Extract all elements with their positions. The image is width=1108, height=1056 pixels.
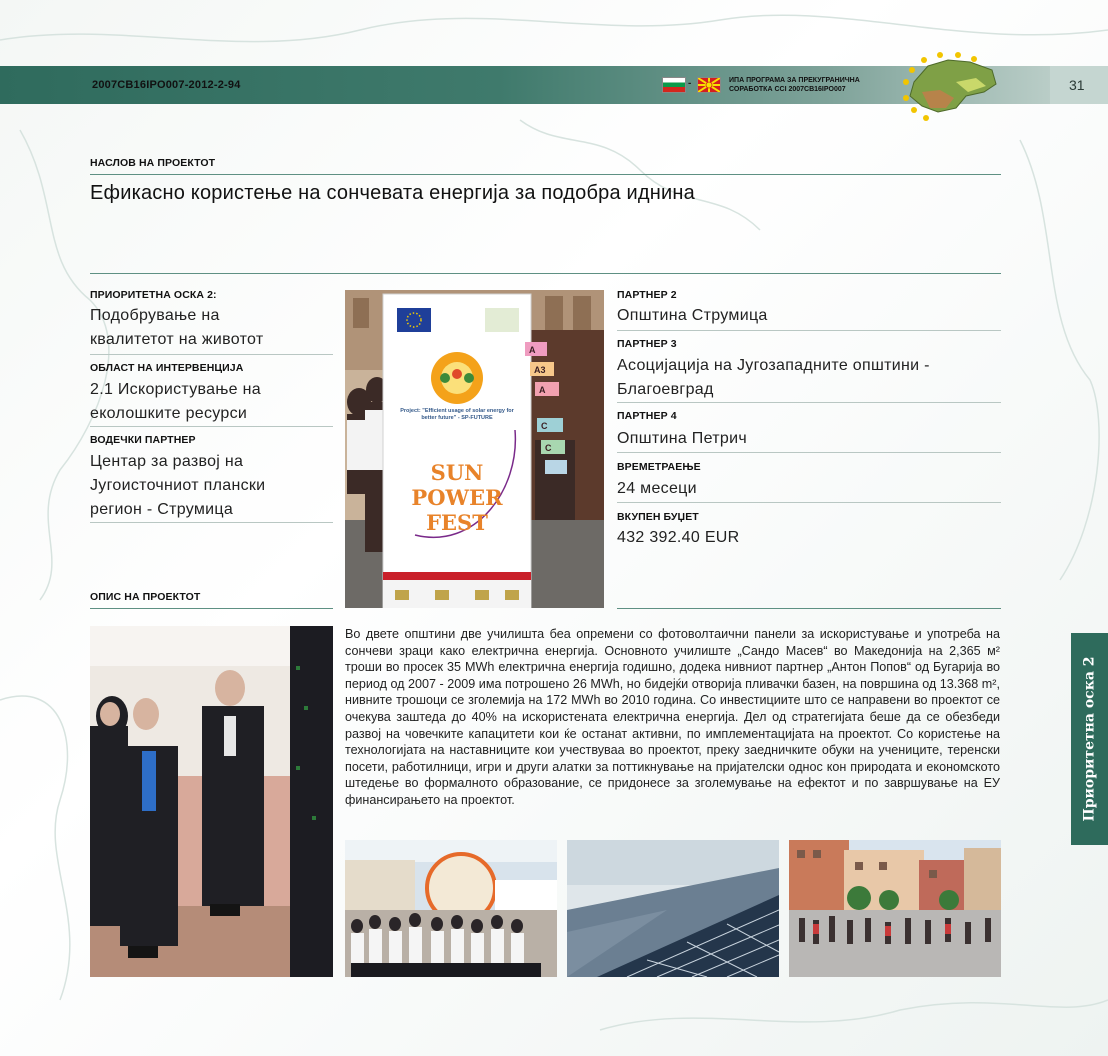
lead-partner-line-1: Центар за развој на xyxy=(90,453,244,470)
title-rule xyxy=(90,174,1001,175)
banner-line-1: SUN xyxy=(430,460,484,485)
flag-separator: - xyxy=(688,78,692,89)
sun-power-fest-banner-photo xyxy=(345,290,604,608)
partner-4-label: ПАРТНЕР 4 xyxy=(617,410,677,422)
card-label: C xyxy=(545,443,552,453)
divider xyxy=(90,522,333,523)
lead-partner-line-2: Југоисточниот плански xyxy=(90,477,266,494)
section-rule xyxy=(90,273,1001,274)
divider xyxy=(617,330,1001,331)
lead-partner-label: ВОДЕЧКИ ПАРТНЕР xyxy=(90,434,196,446)
program-map-emblem-icon xyxy=(896,52,1002,122)
description-text: Во двете општини две училишта беа опремени со фотоволтаични панели за искористување и употреба на сончеви зраци како електрична енергија. Основното училиште „Сандо Масев“ во Македонија на 2,365 м² троши во просек 35 MWh електрична енергија годишно, додека нивниот партнер „Антон Попов“ од Бугарија во период од 2007 - 2009 има потрошено 26 MWh, но бидејќи отворија пливачки базен, на површина од 13.368 m², нивните трошоци се зголемија на 172 MWh во 2010 година. Со инвестициите што се направени во проектот се очекува заштеда до 40% на искористената електрична енергија. Дел од стратегијата беше да се обезбеди развој на човечките капацитети кои ќе останат активни, по имплементацијата на проектот. Со користење на технологијата на наставниците кои учествуваа во проектот, преку заедничките обуки на учениците, теренски посети, работилници, игри и други алатки за поттикнување на пријателски однос кон природата и економското штедење во формалното образование, се придонесе за зголемување на ефектот и по завршување на ЕУ финансирањето на проектот. xyxy=(345,627,1000,807)
festival-crowd-photo xyxy=(345,840,557,977)
budget-label: ВКУПЕН БУЏЕТ xyxy=(617,511,699,523)
intervention-area-line-1: 2.1 Искористување на xyxy=(90,381,261,398)
divider xyxy=(90,426,333,427)
divider xyxy=(617,402,1001,403)
divider xyxy=(617,502,1001,503)
description-label: ОПИС НА ПРОЕКТОТ xyxy=(90,591,201,603)
card-label: C xyxy=(541,421,548,431)
page-number: 31 xyxy=(1069,77,1085,93)
partner-3-line-1: Асоцијација на Југозападните општини - xyxy=(617,357,930,374)
town-square-photo xyxy=(789,840,1001,977)
partner-4-value: Општина Петрич xyxy=(617,430,747,447)
program-text: ИПА ПРОГРАМА ЗА ПРЕКУГРАНИЧНА СОРАБОТКА CCI 2007CB16IPO007 xyxy=(729,77,860,93)
side-tab-label-wrap xyxy=(1071,633,1108,845)
intervention-area-label: ОБЛАСТ НА ИНТЕРВЕНЦИЈА xyxy=(90,362,244,374)
budget-value: 432 392.40 EUR xyxy=(617,529,740,546)
card-label: A3 xyxy=(534,365,546,375)
divider xyxy=(90,354,333,355)
partner-2-value: Општина Струмица xyxy=(617,307,768,324)
description-rule xyxy=(90,608,333,609)
priority-axis-line-1: Подобрување на xyxy=(90,307,220,324)
macedonia-flag-icon xyxy=(697,77,721,93)
banner-line-3: FEST xyxy=(426,510,488,535)
partner-3-line-2: Благоевград xyxy=(617,381,714,398)
side-tab-label: Приоритетна оска 2 xyxy=(1081,656,1098,822)
bulgaria-flag-icon xyxy=(662,77,686,93)
divider xyxy=(617,452,1001,453)
duration-value: 24 месеци xyxy=(617,480,697,497)
project-title: Ефикасно користење на сончевата енергија за подобра иднина xyxy=(90,182,695,204)
partner-3-label: ПАРТНЕР 3 xyxy=(617,338,677,350)
duration-label: ВРЕМЕТРАЕЊЕ xyxy=(617,461,701,473)
project-title-label: НАСЛОВ НА ПРОЕКТОТ xyxy=(90,157,216,169)
priority-axis-line-2: квалитетот на животот xyxy=(90,331,264,348)
partner-2-label: ПАРТНЕР 2 xyxy=(617,289,677,301)
banner-line-2: POWER xyxy=(411,485,503,510)
project-code: 2007CB16IPO007-2012-2-94 xyxy=(92,79,241,91)
card-label: A xyxy=(539,385,546,395)
banner-project-text: Project: "Efficient usage of solar energy for better future" - SP-FUTURE xyxy=(400,408,514,421)
lead-partner-line-3: регион - Струмица xyxy=(90,501,234,518)
card-label: A xyxy=(529,345,536,355)
description-rule-right xyxy=(617,608,1001,609)
officials-photo xyxy=(90,626,333,977)
intervention-area-line-2: еколошките ресурси xyxy=(90,405,248,422)
priority-axis-label: ПРИОРИТЕТНА ОСКА 2: xyxy=(90,289,217,301)
solar-panels-photo xyxy=(567,840,779,977)
